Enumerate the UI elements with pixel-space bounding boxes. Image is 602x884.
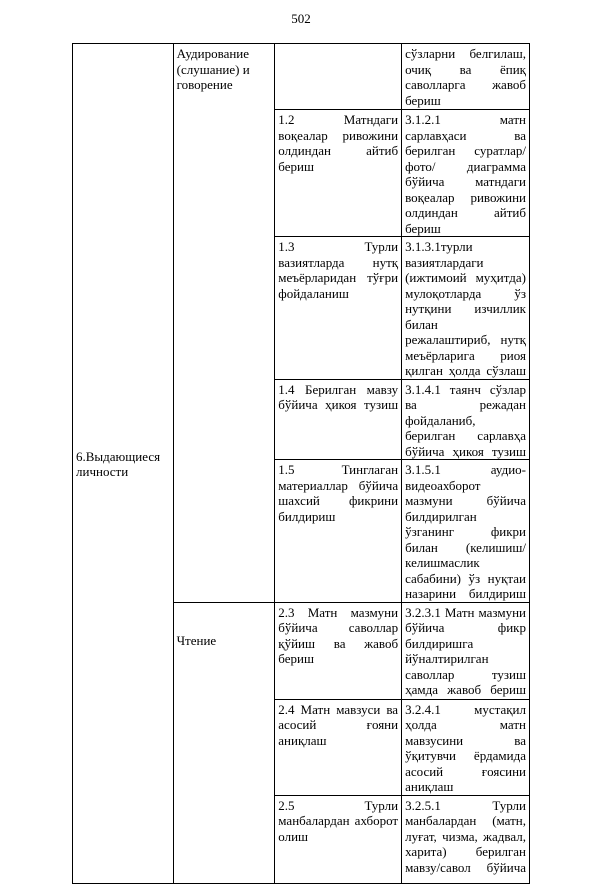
curriculum-table: [72, 43, 530, 884]
outcome-text: 3.1.5.1 аудио-видеоахборот мазмуни бўйича билдирилган ўзганинг фикри билан (келишиш/келишмаслик сабабини) ўз нуқтаи назарини билдириш: [405, 462, 526, 601]
outcome-text: 3.2.5.1 Турли манбалардан (матн, луғат, чизма, жадвал, харита) берилган мавзу/савол бўйича: [405, 797, 526, 875]
area-label: Чтение: [176, 632, 217, 648]
outcome-text: 3.1.4.1 таянч сўзлар ва режадан фойдаланиб, берилган сарлавҳа бўйича ҳикоя тузиш: [405, 381, 526, 459]
skill-cell: [275, 110, 402, 237]
skill-text: 1.3 Турли вазиятларда нутқ меъёрларидан тўғри фойдаланиш: [278, 239, 399, 301]
outcome-cell: [402, 110, 530, 237]
skill-text: 1.2 Матндаги воқеалар ривожини олдиндан айтиб бериш: [278, 112, 399, 174]
table-row: [73, 44, 530, 110]
skill-text: 2.5 Турли манбалардан ахборот олиш: [278, 797, 399, 844]
outcome-cell: [402, 237, 530, 380]
area-label: Аудирование (слушание) и говорение: [176, 46, 250, 92]
outcome-cell: [402, 44, 530, 110]
skill-cell: [275, 795, 402, 883]
skill-cell: [275, 237, 402, 380]
skill-cell: [275, 44, 402, 110]
outcome-cell: [402, 795, 530, 883]
outcome-text: 3.1.3.1турли вазиятлардаги (ижтимоий муҳитда) мулоқотларда ўз нутқини изчиллик билан режалаштириб, нутқ меъёрларига риоя қилган ҳолда сўзлаш: [405, 239, 526, 378]
area-cell: [173, 44, 275, 603]
outcome-cell: [402, 460, 530, 603]
outcome-text: 3.2.3.1 Матн мазмуни бўйича фикр билдиришга йўналтирилган саволлар тузиш ҳамда жавоб бериш: [405, 604, 526, 697]
competence-cell: [73, 44, 174, 884]
skill-text: 1.5 Тинглаган материаллар бўйича шахсий фикрини билдириш: [278, 462, 399, 524]
skill-cell: [275, 460, 402, 603]
outcome-text: 3.1.2.1 матн сарлавҳаси ва берилган суратлар/ фото/ диаграмма бўйича матндаги воқеалар ривожини олдиндан айтиб бериш: [405, 112, 526, 236]
skill-text: 1.4 Берилган мавзу бўйича ҳикоя тузиш: [278, 381, 399, 412]
page-number: 502: [291, 11, 311, 26]
outcome-cell: [402, 602, 530, 699]
outcome-text: сўзларни белгилаш, очиқ ва ёпиқ саволларга жавоб бериш: [405, 46, 526, 108]
skill-text: 2.3 Матн мазмуни бўйича саволлар қўйиш ва жавоб бериш: [278, 604, 399, 666]
outcome-cell: [402, 379, 530, 460]
skill-cell: [275, 602, 402, 699]
skill-cell: [275, 379, 402, 460]
area-cell: [173, 602, 275, 883]
skill-cell: [275, 699, 402, 795]
skill-text: 2.4 Матн мавзуси ва асосий ғояни аниқлаш: [278, 701, 399, 748]
outcome-text: 3.2.4.1 мустақил ҳолда матн мавзусини ва ўқитувчи ёрдамида асосий ғоясини аниқлаш: [405, 701, 526, 794]
competence-label: 6.Выдающиеся личности: [76, 448, 161, 480]
outcome-cell: [402, 699, 530, 795]
